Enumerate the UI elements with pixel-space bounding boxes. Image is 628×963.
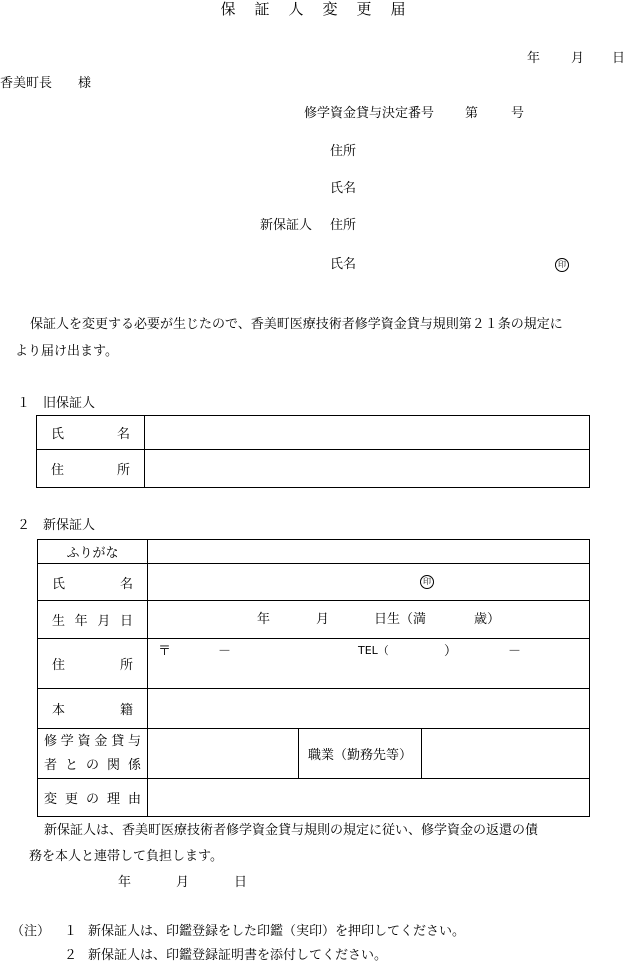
section1-heading: 旧保証人 xyxy=(43,396,96,411)
new-name-label xyxy=(38,564,148,601)
relation-label-line-2: 者との関係 xyxy=(44,757,141,773)
tel-label: TEL（ xyxy=(358,644,389,657)
label-text: 氏 名 xyxy=(52,576,133,592)
table-row xyxy=(37,416,590,450)
table-row xyxy=(38,779,590,817)
honseki-label xyxy=(38,689,148,729)
label-text: 住 所 xyxy=(51,463,130,478)
table-row xyxy=(38,540,590,564)
body-text-line-2: より届け出ます。 xyxy=(15,344,118,359)
postal-dash: － xyxy=(218,644,232,659)
pledge-month: 月 xyxy=(176,875,190,890)
label-text: 本 籍 xyxy=(52,703,133,718)
birth-month: 月 xyxy=(316,612,330,627)
job-label xyxy=(299,729,422,779)
pledge-line-2: 務を本人と連帯して負担します。 xyxy=(29,849,223,864)
new-guarantor-name-label: 氏名 xyxy=(330,257,357,272)
birthdate-label xyxy=(38,601,148,639)
new-name-field[interactable] xyxy=(148,564,590,601)
section1-number: １ xyxy=(17,396,31,411)
new-guarantor-address-label: 住所 xyxy=(330,218,357,233)
tel-close: ） xyxy=(444,644,458,659)
job-field[interactable] xyxy=(422,729,590,779)
label-text: 氏 名 xyxy=(51,427,130,442)
decision-number-dai: 第 xyxy=(465,106,479,121)
applicant-name-label: 氏名 xyxy=(330,181,357,196)
reason-label xyxy=(38,779,148,817)
honseki-field[interactable] xyxy=(148,689,590,729)
pledge-line-1: 新保証人は、香美町医療技術者修学資金貸与規則の規定に従い、修学資金の返還の債 xyxy=(44,823,539,838)
furigana-label xyxy=(38,540,148,564)
section2-number: ２ xyxy=(17,518,31,533)
decision-number-go: 号 xyxy=(511,106,525,121)
label-text: 住 所 xyxy=(52,658,133,673)
seal-icon: 印 xyxy=(420,575,434,589)
relation-label xyxy=(38,729,148,779)
birthdate-field[interactable] xyxy=(148,601,590,639)
note-2-text: 新保証人は、印鑑登録証明書を添付してください。 xyxy=(88,948,388,963)
birth-day: 日生（満 xyxy=(374,612,427,627)
table-row xyxy=(38,689,590,729)
label-text: 職業（勤務先等） xyxy=(307,748,412,763)
table-row xyxy=(38,639,590,689)
date-month: 月 xyxy=(571,51,585,66)
note-2-number: ２ xyxy=(64,948,78,963)
table-row xyxy=(37,450,590,488)
section2-heading: 新保証人 xyxy=(43,518,96,533)
new-guarantor-label: 新保証人 xyxy=(260,218,313,233)
notes-prefix: （注） xyxy=(11,924,51,939)
relation-label-line-1: 修学資金貸与 xyxy=(44,733,141,749)
date-year: 年 xyxy=(527,51,541,66)
pledge-day: 日 xyxy=(234,875,248,890)
label-text: ふりがな xyxy=(66,546,119,561)
new-address-field[interactable] xyxy=(148,639,590,689)
birth-year: 年 xyxy=(257,612,271,627)
old-guarantor-address-label xyxy=(37,450,145,488)
applicant-address-label: 住所 xyxy=(330,144,357,159)
old-guarantor-table xyxy=(36,415,590,488)
label-text: 変更の理由 xyxy=(44,792,141,807)
table-row xyxy=(38,729,590,779)
relation-field[interactable] xyxy=(148,729,299,779)
note-1-text: 新保証人は、印鑑登録をした印鑑（実印）を押印してください。 xyxy=(88,924,466,939)
table-row xyxy=(38,601,590,639)
page-title: 保 証 人 変 更 届 xyxy=(220,0,408,18)
new-address-label xyxy=(38,639,148,689)
table-row xyxy=(38,564,590,601)
seal-icon: 印 xyxy=(555,258,569,272)
postal-mark: 〒 xyxy=(158,644,172,659)
pledge-year: 年 xyxy=(118,875,132,890)
addressee: 香美町長 様 xyxy=(0,76,92,91)
old-guarantor-address-field[interactable] xyxy=(145,450,590,488)
new-guarantor-table xyxy=(37,539,590,817)
reason-field[interactable] xyxy=(148,779,590,817)
furigana-field[interactable] xyxy=(148,540,590,564)
decision-number-label: 修学資金貸与決定番号 xyxy=(304,106,435,121)
date-day: 日 xyxy=(612,51,626,66)
old-guarantor-name-field[interactable] xyxy=(145,416,590,450)
label-text: 生年月日 xyxy=(52,614,133,629)
body-text-line-1: 保証人を変更する必要が生じたので、香美町医療技術者修学資金貸与規則第２１条の規定に xyxy=(30,317,563,332)
old-guarantor-name-label xyxy=(37,416,145,450)
birth-age: 歳） xyxy=(474,612,501,627)
note-1-number: １ xyxy=(64,924,78,939)
tel-dash: － xyxy=(508,644,522,659)
